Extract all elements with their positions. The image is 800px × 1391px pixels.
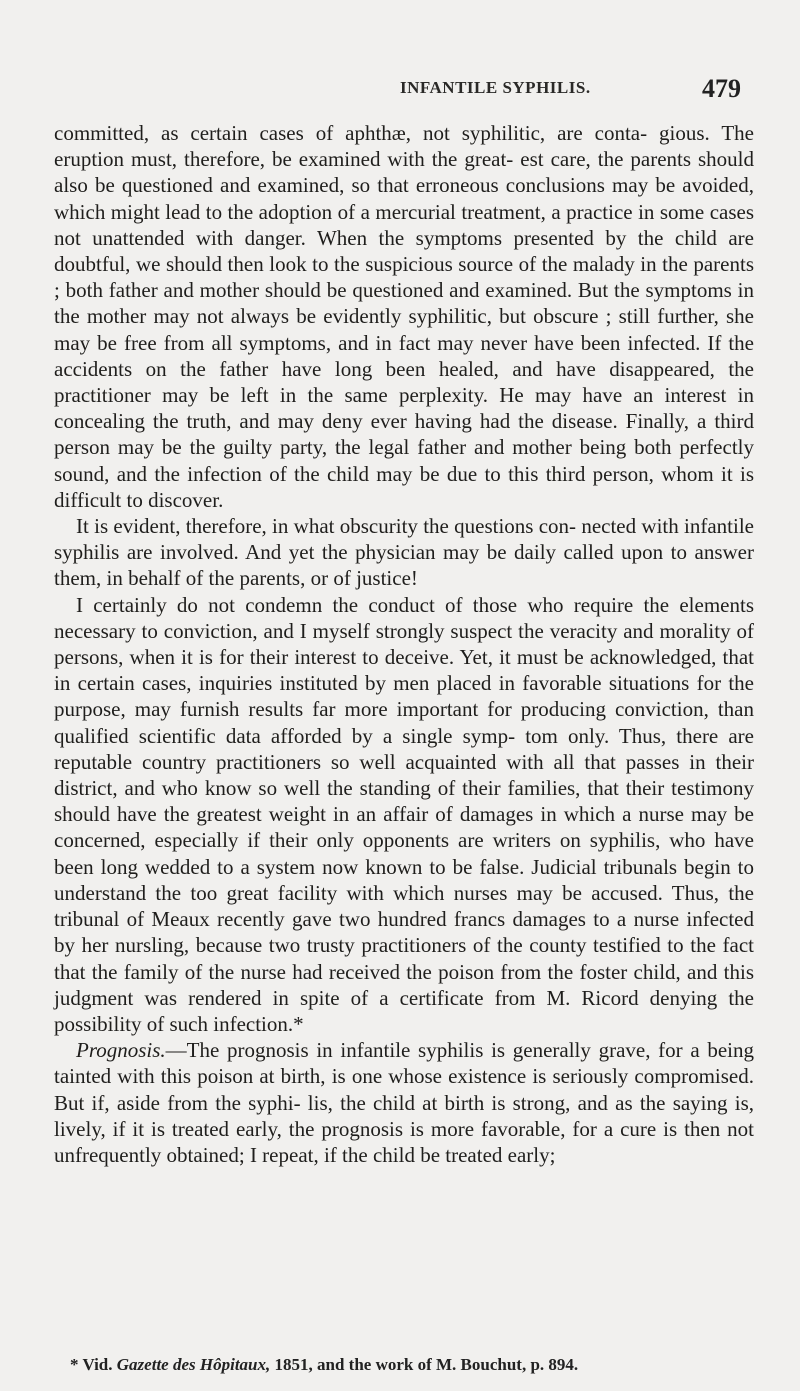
paragraph-prognosis xyxy=(54,1037,754,1168)
running-head xyxy=(0,72,800,112)
running-title: INFANTILE SYPHILIS. xyxy=(400,78,591,97)
footnote-lead: * Vid. xyxy=(70,1355,113,1374)
prognosis-heading: Prognosis. xyxy=(76,1038,166,1063)
footnote-rest: 1851, and the work of M. Bouchut, p. 894. xyxy=(274,1355,579,1374)
page-number: 479 xyxy=(702,74,741,103)
prognosis-text: —The prognosis in infantile syphilis is generally grave, for a being tainted with this poison at birth, is one whose existence is seriously compromised. But if, aside from the syphi- lis, the child at birth is strong, and as the saying is, lively, if it is treated early, the prognosis is more favorable, for a cure is then not unfrequently obtained; I repeat, if the child be treated early; xyxy=(54,1038,754,1167)
body-text xyxy=(54,120,754,1168)
paragraph-1: committed, as certain cases of aphthæ, not syphilitic, are conta- gious. The eruption must, therefore, be examined with the great- est care, the parents should also be questioned and examined, so that erroneous conclusions may be avoided, which might lead to the adoption of a mercurial treatment, a practice in some cases not unattended with danger. When the symptoms presented by the child are doubtful, we should then look to the suspicious source of the malady in the parents ; both father and mother should be questioned and examined. But the symptoms in the mother may not always be evidently syphilitic, but obscure ; still further, she may be free from all symptoms, and in fact may never have been infected. If the accidents on the father have long been healed, and have disappeared, the practitioner may be left in the same perplexity. He may have an interest in concealing the truth, and may deny ever having had the disease. Finally, a third person may be the guilty party, the legal father and mother being both perfectly sound, and the infection of the child may be due to this third person, whom it is difficult to discover. xyxy=(54,121,754,512)
paragraph-2: It is evident, therefore, in what obscurity the questions con- nected with infantile syphilis are involved. And yet the physician may be daily called upon to answer them, in behalf of the parents, or of justice! xyxy=(54,514,754,591)
footnote-source: Gazette des Hôpitaux, xyxy=(116,1355,271,1374)
footnote xyxy=(70,1355,760,1375)
paragraph-3: I certainly do not condemn the conduct of those who require the elements necessary to conviction, and I myself strongly suspect the veracity and morality of persons, when it is for their interest to deceive. Yet, it must be acknowledged, that in certain cases, inquiries instituted by men placed in favorable situations for the purpose, may furnish results far more important for producing conviction, than qualified scientific data afforded by a single symp- tom only. Thus, there are reputable country practitioners so well acquainted with all that passes in their district, and who know so well the standing of their families, that their testimony should have the greatest weight in an affair of damages in which a nurse may be concerned, especially if their only opponents are writers on syphilis, who have been long wedded to a system now known to be false. Judicial tribunals begin to understand the too great facility with which nurses may be accused. Thus, the tribunal of Meaux recently gave two hundred francs damages to a nurse infected by her nursling, because two trusty practitioners of the county testified to the fact that the family of the nurse had received the poison from the foster child, and this judgment was rendered in spite of a certificate from M. Ricord denying the possibility of such infection.* xyxy=(54,592,754,1036)
